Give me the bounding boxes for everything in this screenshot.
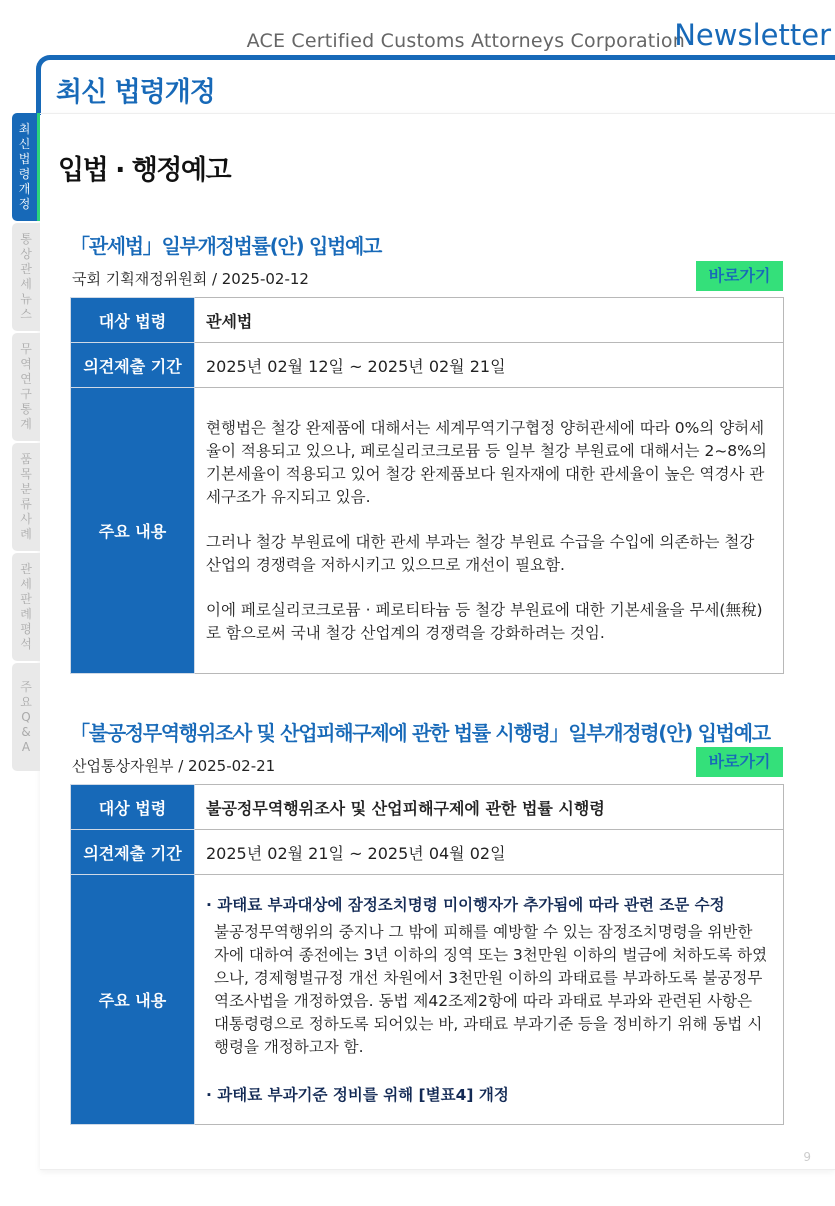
content-paragraph: 이에 페로실리코크로뮴 · 페로티타늄 등 철강 부원료에 대한 기본세율을 무세(無稅)로 함으로써 국내 철강 산업계의 경쟁력을 강화하려는 것임. xyxy=(206,600,763,642)
law-value: 관세법 xyxy=(195,298,784,343)
bullet-heading: · 과태료 부과대상에 잠정조치명령 미이행자가 추가됨에 따라 관련 조문 수정 xyxy=(206,895,725,914)
item-title: 「관세법」일부개정법률(안) 입법예고 xyxy=(70,234,382,258)
content-value xyxy=(195,875,784,1125)
period-value: 2025년 02월 12일 ~ 2025년 02월 21일 xyxy=(195,343,784,388)
goto-button[interactable]: 바로가기 xyxy=(696,747,783,777)
side-tabs xyxy=(12,113,40,773)
law-value: 불공정무역행위조사 및 산업피해구제에 관한 법률 시행령 xyxy=(195,785,784,830)
bullet-heading: · 과태료 부과기준 정비를 위해 [별표4] 개정 xyxy=(206,1085,509,1104)
item-source: 산업통상자원부 / 2025-02-21 xyxy=(72,757,276,775)
newsletter-title: Newsletter xyxy=(674,18,831,52)
content-label: 주요 내용 xyxy=(71,388,195,674)
item-title: 「불공정무역행위조사 및 산업피해구제에 관한 법률 시행령」일부개정령(안) 입법예고 xyxy=(70,721,770,745)
law-label: 대상 법령 xyxy=(71,298,195,343)
section-title: 최신 법령개정 xyxy=(56,77,215,108)
content-paragraph: 그러나 철강 부원료에 대한 관세 부과는 철강 부원료 수급을 수입에 의존하는 철강 산업의 경쟁력을 저하시키고 있으므로 개선이 필요함. xyxy=(206,532,755,574)
top-header xyxy=(0,0,835,55)
content-label: 주요 내용 xyxy=(71,875,195,1125)
item-source: 국회 기획재정위원회 / 2025-02-12 xyxy=(72,270,309,288)
law-label: 대상 법령 xyxy=(71,785,195,830)
goto-button[interactable]: 바로가기 xyxy=(696,261,783,291)
side-tab-trade-stats[interactable]: 무역연구통계 xyxy=(12,333,40,441)
side-tab-case-review[interactable]: 관세판례평석 xyxy=(12,553,40,661)
side-tab-latest-law[interactable]: 최신법령개정 xyxy=(12,113,40,221)
bullet-body: 불공정무역행위의 중지나 그 밖에 피해를 예방할 수 있는 잠정조치명령을 위반한 자에 대하여 종전에는 3년 이하의 징역 또는 3천만원 이하의 벌금에 처하도록 하였으나, 경제형벌규정 개선 차원에서 3천만원 이하의 과태료를 부과하도록 불공정무역조사법을 개정하였음. 동법 제42조제2항에 따라 과태료 부과와 관련된 사항은 대통령령으로 정하도록 되어있는 바, 과태료 부과기준 등을 정비하기 위해 동법 시행령을 개정하고자 함. xyxy=(214,922,768,1056)
side-tab-classification[interactable]: 품목분류사례 xyxy=(12,443,40,551)
side-tab-qa[interactable]: 주요Q&A xyxy=(12,663,40,771)
period-label: 의견제출 기간 xyxy=(71,343,195,388)
period-label: 의견제출 기간 xyxy=(71,830,195,875)
page-number: 9 xyxy=(803,1150,811,1164)
company-name: ACE Certified Customs Attorneys Corporation xyxy=(246,30,685,52)
side-tab-trade-news[interactable]: 통상관세뉴스 xyxy=(12,223,40,331)
info-table xyxy=(70,297,784,674)
content-paragraph: 현행법은 철강 완제품에 대해서는 세계무역기구협정 양허관세에 따라 0%의 양허세율이 적용되고 있으나, 페로실리코크로뮴 등 일부 철강 부원료에 대해서는 2~8%의 기본세율이 적용되고 있어 철강 완제품보다 원자재에 대한 관세율이 높은 역경사 관세구조가 유지되고 있음. xyxy=(206,418,767,506)
content-value xyxy=(195,388,784,674)
period-value: 2025년 02월 21일 ~ 2025년 04월 02일 xyxy=(195,830,784,875)
info-table xyxy=(70,784,784,1125)
subsection-title: 입법 · 행정예고 xyxy=(58,155,231,186)
